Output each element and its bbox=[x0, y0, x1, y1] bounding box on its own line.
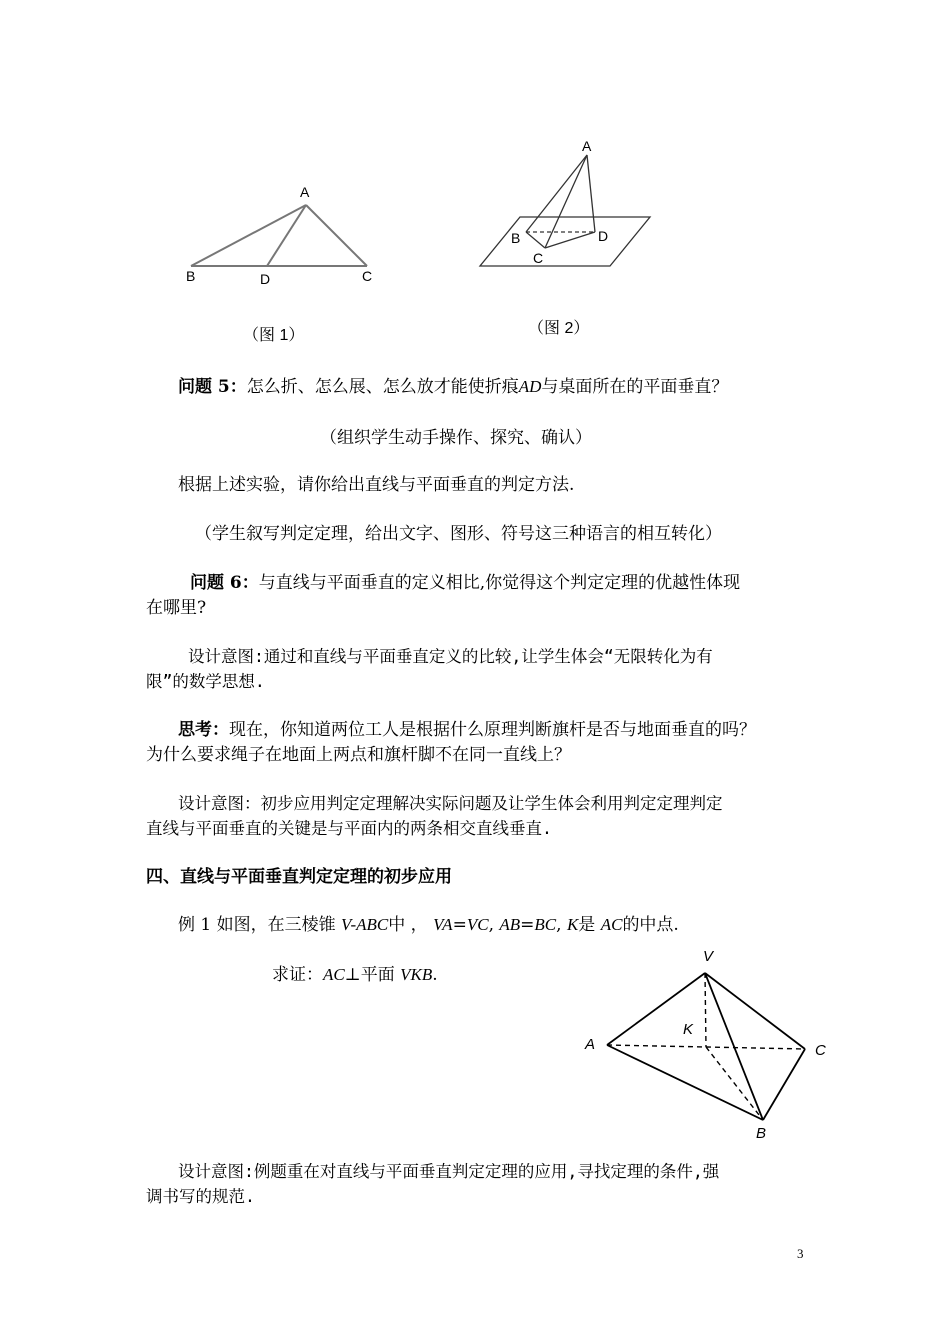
fig3-label-b: B bbox=[756, 1125, 767, 1142]
section-4-heading: 四、直线与平面垂直判定定理的初步应用 bbox=[146, 867, 452, 887]
fig3-label-c: C bbox=[815, 1042, 826, 1059]
page-number: 3 bbox=[797, 1246, 804, 1261]
example-1-comma-1: , bbox=[488, 915, 500, 935]
prove-dot: . bbox=[432, 965, 438, 985]
example-1-eq-1: = bbox=[452, 915, 467, 935]
example-1-prefix: 例 1 如图，在三棱锥 bbox=[178, 915, 342, 935]
prove-ac: AC bbox=[323, 965, 345, 984]
fig3-label-v: V bbox=[703, 948, 714, 965]
question-5 bbox=[178, 375, 728, 399]
note-student: （学生叙写判定定理，给出文字、图形、符号这三种语言的相互转化） bbox=[195, 524, 722, 544]
figure-3-pyramid bbox=[575, 940, 835, 1145]
example-1-pyramid: V-ABC bbox=[341, 915, 389, 934]
question-6-label: 问题 6： bbox=[190, 573, 259, 593]
design-intent-1-line-1: 设计意图:通过和直线与平面垂直定义的比较,让学生体会“无限转化为有 bbox=[188, 647, 713, 666]
fig2-label-b: B bbox=[511, 230, 521, 246]
example-1-comma-2: , bbox=[556, 915, 567, 935]
design-intent-1-line-2: 限”的数学思想. bbox=[146, 672, 265, 691]
think-text: 现在，你知道两位工人是根据什么原理判断旗杆是否与地面垂直的吗？ bbox=[229, 720, 756, 740]
think-label: 思考： bbox=[178, 720, 229, 740]
question-6-text: 与直线与平面垂直的定义相比,你觉得这个判定定理的优越性体现 bbox=[258, 573, 741, 593]
fig1-label-a: A bbox=[300, 184, 310, 200]
note-organize: （组织学生动手操作、探究、确认） bbox=[320, 428, 592, 448]
example-1-shi: 是 bbox=[578, 915, 601, 935]
figure-2-caption: （图 2） bbox=[528, 320, 590, 337]
question-5-text-post: 与桌面所在的平面垂直？ bbox=[541, 377, 729, 397]
prove-vkb: VKB bbox=[400, 965, 433, 984]
question-5-label: 问题 5： bbox=[178, 377, 247, 397]
example-1-ab: AB bbox=[499, 915, 521, 934]
think-line-1 bbox=[178, 718, 756, 742]
design-intent-3-line-1: 设计意图:例题重在对直线与平面垂直判定定理的应用,寻找定理的条件,强 bbox=[178, 1162, 720, 1181]
fig3-label-a: A bbox=[585, 1036, 596, 1053]
think-line-2: 为什么要求绳子在地面上两点和旗杆脚不在同一直线上？ bbox=[146, 745, 571, 765]
prove-prefix: 求证： bbox=[272, 965, 323, 985]
figure-1 bbox=[180, 175, 380, 290]
prove-statement bbox=[272, 963, 438, 987]
question-5-text-pre: 怎么折、怎么展、怎么放才能使折痕 bbox=[246, 377, 519, 397]
example-1-va: VA bbox=[433, 915, 453, 934]
paragraph-experiment: 根据上述实验，请你给出直线与平面垂直的判定方法. bbox=[178, 475, 575, 495]
example-1-eq-2: = bbox=[520, 915, 535, 935]
question-6-line-1 bbox=[190, 571, 740, 595]
example-1-ac: AC bbox=[600, 915, 623, 934]
example-1-tail: 的中点. bbox=[622, 915, 679, 935]
fig1-label-b: B bbox=[186, 268, 196, 284]
question-5-var: AD bbox=[518, 377, 542, 396]
prove-perp: ⊥平面 bbox=[344, 965, 401, 985]
design-intent-2-line-2: 直线与平面垂直的关键是与平面内的两条相交直线垂直. bbox=[146, 819, 552, 838]
design-intent-3-line-2: 调书写的规范. bbox=[146, 1187, 255, 1206]
fig1-label-c: C bbox=[362, 268, 373, 284]
example-1-bc: BC bbox=[534, 915, 557, 934]
example-1-k: K bbox=[566, 915, 579, 934]
fig2-label-d: D bbox=[598, 228, 609, 244]
figure-2 bbox=[475, 135, 660, 275]
question-6-line-2: 在哪里? bbox=[146, 598, 207, 618]
design-intent-2-line-1: 设计意图：初步应用判定定理解决实际问题及让学生体会利用判定定理判定 bbox=[178, 794, 723, 813]
figure-1-caption: （图 1） bbox=[243, 327, 305, 344]
fig2-label-c: C bbox=[533, 250, 544, 266]
example-1 bbox=[178, 913, 679, 937]
example-1-mid: 中 ， bbox=[388, 915, 434, 935]
fig2-label-a: A bbox=[582, 138, 592, 154]
fig1-label-d: D bbox=[260, 271, 271, 287]
fig3-label-k: K bbox=[683, 1021, 694, 1038]
example-1-vc: VC bbox=[466, 915, 489, 934]
